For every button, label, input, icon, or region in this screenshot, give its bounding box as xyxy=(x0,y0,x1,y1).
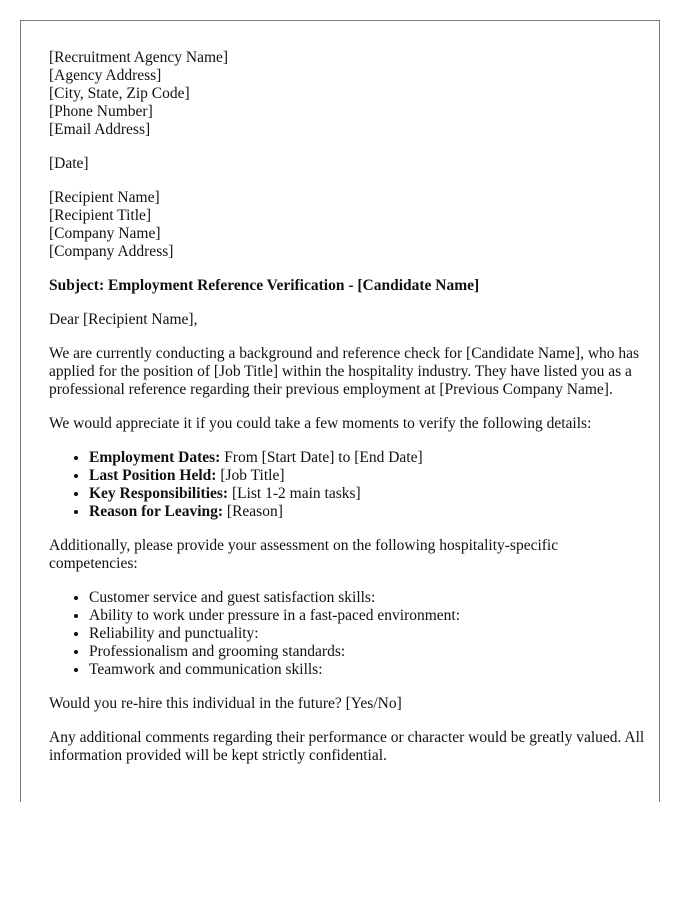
competencies-list xyxy=(49,589,649,679)
list-item: • Professionalism and grooming standards: xyxy=(89,643,649,661)
letter-content xyxy=(49,49,649,781)
detail-label: Employment Dates: xyxy=(89,449,221,466)
verify-request-paragraph: We would appreciate it if you could take a few moments to verify the following details: xyxy=(49,415,592,432)
letter-date xyxy=(49,155,649,173)
agency-name: [Recruitment Agency Name] xyxy=(49,49,229,66)
detail-value: [Job Title] xyxy=(216,467,285,484)
salutation: Dear [Recipient Name], xyxy=(49,311,198,328)
detail-label: Reason for Leaving: xyxy=(89,503,224,520)
recipient-name: [Recipient Name] xyxy=(49,189,160,206)
list-item xyxy=(89,467,649,485)
agency-city-state-zip: [City, State, Zip Code] xyxy=(49,85,190,102)
detail-value: [List 1-2 main tasks] xyxy=(228,485,361,502)
detail-value: From [Start Date] to [End Date] xyxy=(220,449,423,466)
list-item: • Reliability and punctuality: xyxy=(89,625,649,643)
detail-value: [Reason] xyxy=(223,503,283,520)
agency-address: [Agency Address] xyxy=(49,67,162,84)
list-item: • Customer service and guest satisfaction skills: xyxy=(89,589,649,607)
date-text: [Date] xyxy=(49,155,89,172)
recipient-address xyxy=(49,189,649,261)
letter-page xyxy=(20,20,660,802)
sender-address xyxy=(49,49,649,139)
detail-label: Key Responsibilities: xyxy=(89,485,229,502)
assessment-request-paragraph: Additionally, please provide your assessment on the following hospitality-specific competencies: xyxy=(49,537,559,572)
closing-note: Any additional comments regarding their performance or character would be greatly valued. All information provided will be kept strictly confidential. xyxy=(49,729,645,764)
recipient-company-address: [Company Address] xyxy=(49,243,174,260)
detail-label: Last Position Held: xyxy=(89,467,217,484)
subject-line: Subject: Employment Reference Verification - [Candidate Name] xyxy=(49,277,480,294)
agency-phone: [Phone Number] xyxy=(49,103,153,120)
list-item: • Ability to work under pressure in a fast-paced environment: xyxy=(89,607,649,625)
agency-email: [Email Address] xyxy=(49,121,151,138)
list-item xyxy=(89,503,649,521)
intro-paragraph: We are currently conducting a background and reference check for [Candidate Name], who has applied for the position of [Job Title] within the hospitality industry. They have listed you as a professional reference regarding their previous employment at [Previous Company Name]. xyxy=(49,345,640,398)
details-list xyxy=(49,449,649,521)
recipient-company: [Company Name] xyxy=(49,225,161,242)
recipient-title: [Recipient Title] xyxy=(49,207,152,224)
list-item xyxy=(89,485,649,503)
list-item: • Teamwork and communication skills: xyxy=(89,661,649,679)
rehire-question: Would you re-hire this individual in the future? [Yes/No] xyxy=(49,695,402,712)
list-item xyxy=(89,449,649,467)
